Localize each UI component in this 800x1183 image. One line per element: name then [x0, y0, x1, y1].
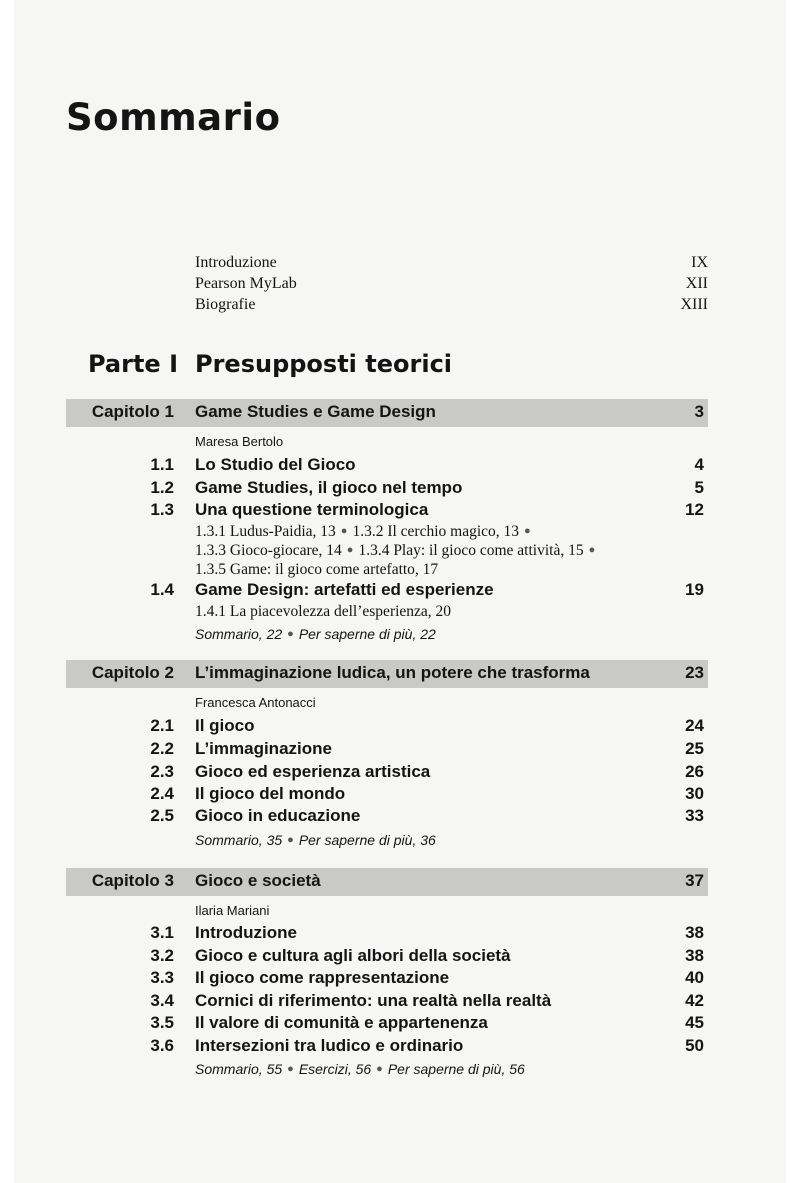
front-matter-page: XIII — [680, 296, 708, 313]
section-title: Gioco e cultura agli albori della società — [195, 946, 511, 965]
section-title: Lo Studio del Gioco — [195, 455, 356, 474]
section-title: Gioco in educazione — [195, 806, 361, 825]
section-number: 2.4 — [150, 784, 174, 803]
subsection-line — [195, 560, 708, 579]
subsection-entry: 1.3.4 Play: il gioco come attività, 15 — [358, 542, 584, 559]
part-heading — [66, 350, 708, 390]
summary-entry: Per saperne di più, 36 — [298, 832, 436, 848]
subsection-entry: 1.3.2 Il cerchio magico, 13 — [352, 523, 520, 540]
part-title: Presupposti teorici — [195, 350, 453, 378]
subsection-line — [195, 522, 708, 541]
section-page: 38 — [685, 946, 704, 965]
section-page: 12 — [685, 500, 704, 519]
front-matter-page: XII — [685, 275, 708, 292]
bullet-separator-icon: ● — [287, 1063, 294, 1075]
chapter-author: Maresa Bertolo — [195, 434, 284, 449]
chapter-title: Gioco e società — [195, 871, 321, 890]
front-matter-item — [195, 294, 708, 315]
chapter-page: 37 — [685, 871, 704, 890]
toc-section — [66, 762, 708, 785]
front-matter-page: IX — [691, 254, 708, 271]
subsection-entry: 1.3.1 Ludus-Paidia, 13 — [195, 523, 336, 540]
toc-section — [66, 1036, 708, 1059]
bullet-separator-icon: ● — [524, 525, 531, 537]
chapter-label: Capitolo 1 — [91, 402, 174, 421]
summary-entry: Per saperne di più, 56 — [387, 1061, 525, 1077]
front-matter-label: Introduzione — [195, 254, 277, 271]
section-page: 50 — [685, 1036, 704, 1055]
toc-section — [66, 478, 708, 501]
front-matter-item — [195, 273, 708, 294]
front-matter-item — [195, 252, 708, 273]
bullet-separator-icon: ● — [376, 1063, 383, 1075]
subsection-line — [195, 541, 708, 560]
front-matter-label: Pearson MyLab — [195, 275, 297, 292]
bullet-separator-icon: ● — [346, 544, 354, 556]
front-matter-label: Biografie — [195, 296, 256, 313]
toc-section — [66, 923, 708, 946]
chapter-title: Game Studies e Game Design — [195, 402, 436, 421]
chapter-summary-line — [195, 832, 436, 848]
section-number: 2.5 — [150, 806, 174, 825]
section-number: 1.3 — [150, 500, 174, 519]
section-page: 5 — [694, 478, 704, 497]
section-title: Una questione terminologica — [195, 500, 429, 519]
section-page: 45 — [685, 1013, 704, 1032]
toc-section — [66, 946, 708, 969]
section-page: 38 — [685, 923, 704, 942]
bullet-separator-icon: ● — [287, 834, 294, 846]
section-number: 2.3 — [150, 762, 174, 781]
chapter-heading — [66, 868, 708, 896]
summary-entry: Sommario, 55 — [195, 1061, 283, 1077]
section-page: 40 — [685, 968, 704, 987]
summary-entry: Sommario, 22 — [195, 626, 283, 642]
section-number: 1.4 — [150, 580, 174, 599]
subsection-line: 1.4.1 La piacevolezza dell’esperienza, 20 — [195, 603, 452, 620]
toc-section — [66, 784, 708, 807]
section-page: 42 — [685, 991, 704, 1010]
chapter-heading — [66, 399, 708, 427]
section-title: Il gioco — [195, 716, 255, 735]
section-title: Il valore di comunità e appartenenza — [195, 1013, 488, 1032]
chapter-summary-line — [195, 1061, 525, 1077]
toc-section — [66, 580, 708, 603]
subsection-list — [195, 522, 708, 579]
toc-section — [66, 968, 708, 991]
chapter-page: 3 — [694, 402, 704, 421]
part-label: Parte I — [87, 350, 178, 378]
toc-section — [66, 500, 708, 523]
section-number: 3.4 — [150, 991, 174, 1010]
toc-section — [66, 806, 708, 829]
section-title: L’immaginazione — [195, 739, 332, 758]
chapter-author: Ilaria Mariani — [195, 903, 270, 918]
chapter-heading — [66, 660, 708, 688]
section-number: 3.2 — [150, 946, 174, 965]
section-page: 26 — [685, 762, 704, 781]
section-page: 30 — [685, 784, 704, 803]
section-title: Intersezioni tra ludico e ordinario — [195, 1036, 464, 1055]
section-number: 3.6 — [150, 1036, 174, 1055]
chapter-label: Capitolo 3 — [91, 871, 174, 890]
section-title: Game Design: artefatti ed esperienze — [195, 580, 494, 599]
summary-entry: Per saperne di più, 22 — [298, 626, 436, 642]
section-number: 1.2 — [150, 478, 174, 497]
toc-section — [66, 455, 708, 478]
section-number: 3.3 — [150, 968, 174, 987]
bullet-separator-icon: ● — [287, 628, 294, 640]
chapter-page: 23 — [685, 663, 704, 682]
toc-section — [66, 716, 708, 739]
bullet-separator-icon: ● — [340, 525, 348, 537]
chapter-author: Francesca Antonacci — [195, 695, 316, 710]
chapter-label: Capitolo 2 — [91, 663, 174, 682]
section-page: 19 — [685, 580, 704, 599]
summary-entry: Sommario, 35 — [195, 832, 283, 848]
section-page: 4 — [694, 455, 704, 474]
section-number: 1.1 — [150, 455, 174, 474]
section-title: Il gioco del mondo — [195, 784, 346, 803]
bullet-separator-icon: ● — [588, 544, 596, 556]
page-title: Sommario — [66, 96, 281, 139]
section-number: 2.2 — [150, 739, 174, 758]
subsection-entry: 1.3.5 Game: il gioco come artefatto, 17 — [195, 561, 439, 578]
section-page: 33 — [685, 806, 704, 825]
section-title: Game Studies, il gioco nel tempo — [195, 478, 463, 497]
section-number: 3.1 — [150, 923, 174, 942]
chapter-title: L’immaginazione ludica, un potere che trasforma — [195, 663, 590, 682]
section-title: Introduzione — [195, 923, 297, 942]
subsection-entry: 1.3.3 Gioco-giocare, 14 — [195, 542, 342, 559]
section-title: Cornici di riferimento: una realtà nella realtà — [195, 991, 552, 1010]
section-number: 2.1 — [150, 716, 174, 735]
toc-section — [66, 991, 708, 1014]
toc-section — [66, 739, 708, 762]
section-title: Il gioco come rappresentazione — [195, 968, 450, 987]
section-title: Gioco ed esperienza artistica — [195, 762, 431, 781]
front-matter-list — [195, 252, 708, 315]
summary-entry: Esercizi, 56 — [298, 1061, 372, 1077]
section-page: 24 — [685, 716, 704, 735]
section-page: 25 — [685, 739, 704, 758]
toc-section — [66, 1013, 708, 1036]
subsection-list — [195, 602, 708, 621]
section-number: 3.5 — [150, 1013, 174, 1032]
chapter-summary-line — [195, 626, 436, 642]
